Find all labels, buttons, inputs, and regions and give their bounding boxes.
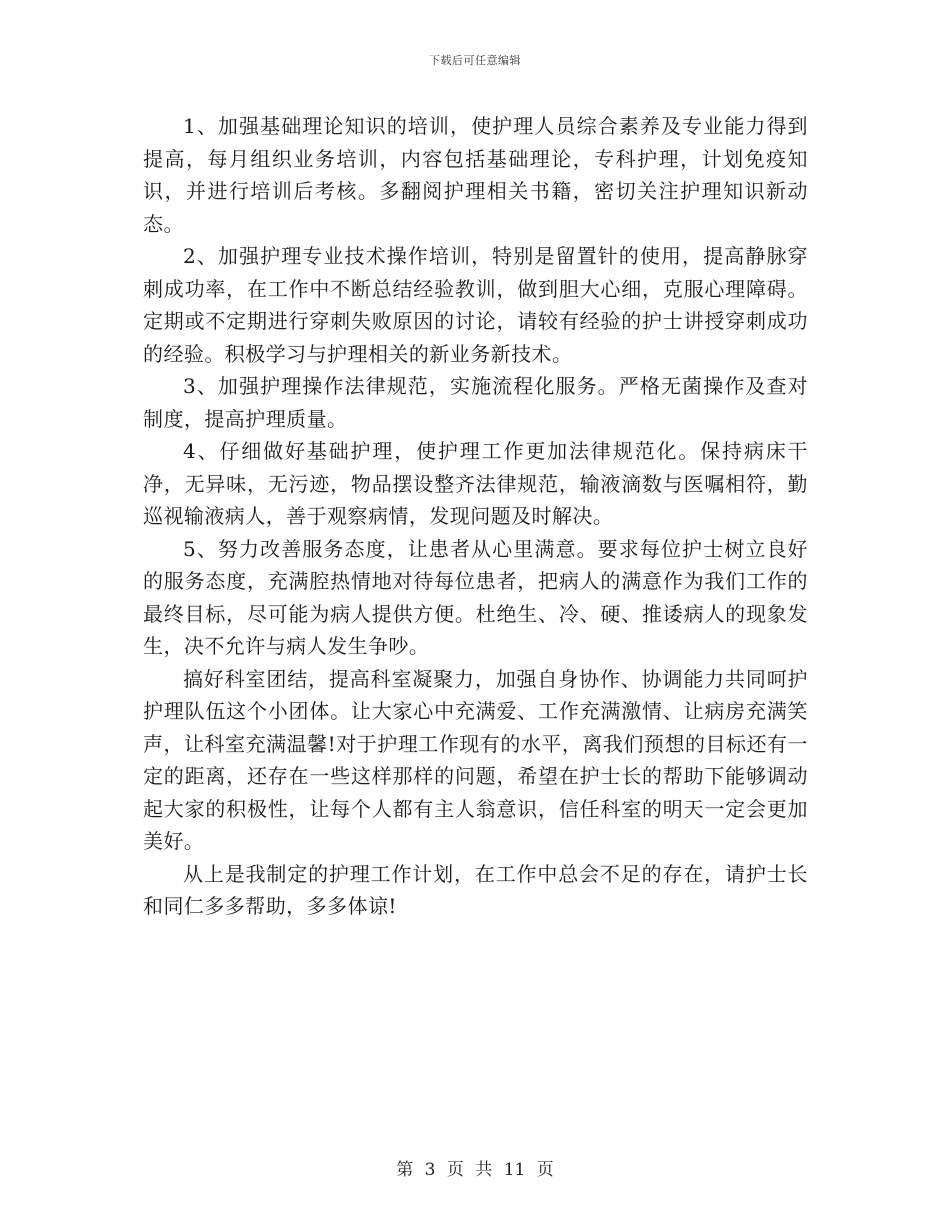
page-number: 第 3 页 共 11 页	[396, 1160, 554, 1180]
document-body	[143, 110, 808, 923]
paragraph-item-4: 4、仔细做好基础护理，使护理工作更加法律规范化。保持病床干净，无异味，无污迹，物品摆设整齐法律规范，输液滴数与医嘱相符，勤巡视输液病人，善于观察病情，发现问题及时解决。	[143, 439, 808, 528]
paragraph-item-5: 5、努力改善服务态度，让患者从心里满意。要求每位护士树立良好的服务态度，充满腔热情地对待每位患者，把病人的满意作为我们工作的最终目标，尽可能为病人提供方便。杜绝生、冷、硬、推诿病人的现象发生，决不允许与病人发生争吵。	[143, 536, 808, 658]
paragraph-item-1: 1、加强基础理论知识的培训，使护理人员综合素养及专业能力得到提高，每月组织业务培训，内容包括基础理论，专科护理，计划免疫知识，并进行培训后考核。多翻阅护理相关书籍，密切关注护理知识新动态。	[143, 114, 808, 236]
paragraph-closing: 从上是我制定的护理工作计划，在工作中总会不足的存在，请护士长和同仁多多帮助，多多体谅!	[143, 861, 808, 918]
paragraph-item-2: 2、加强护理专业技术操作培训，特别是留置针的使用，提高静脉穿刺成功率，在工作中不断总结经验教训，做到胆大心细，克服心理障碍。定期或不定期进行穿刺失败原因的讨论，请较有经验的护士讲授穿刺成功的经验。积极学习与护理相关的新业务新技术。	[143, 244, 808, 366]
paragraph-item-3: 3、加强护理操作法律规范，实施流程化服务。严格无菌操作及查对制度，提高护理质量。	[143, 374, 808, 431]
paragraph-team: 搞好科室团结，提高科室凝聚力，加强自身协作、协调能力共同呵护护理队伍这个小团体。让大家心中充满爱、工作充满激情、让病房充满笑声，让科室充满温馨!对于护理工作现有的水平，离我们预想的目标还有一定的距离，还存在一些这样那样的问题，希望在护士长的帮助下能够调动起大家的积极性，让每个人都有主人翁意识，信任科室的明天一定会更加美好。	[143, 666, 808, 853]
page-header: 下载后可任意编辑	[429, 54, 521, 67]
